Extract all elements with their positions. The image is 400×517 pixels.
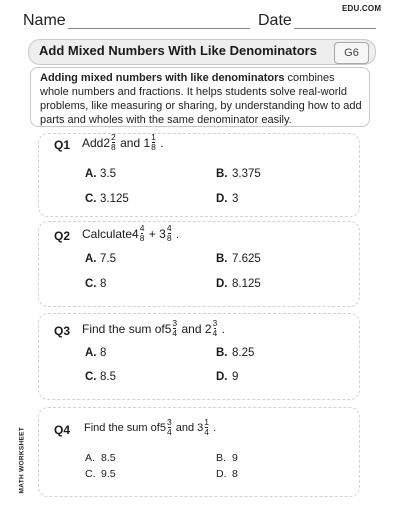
worksheet-title: Add Mixed Numbers With Like Denominators <box>39 43 317 58</box>
option-a-value[interactable]: 3.5 <box>100 168 116 180</box>
option-d-letter[interactable]: D. <box>216 371 228 383</box>
option-d-value[interactable]: 3 <box>232 193 239 205</box>
option-a-value[interactable]: 7.5 <box>100 253 116 265</box>
option-c-value[interactable]: 3.125 <box>100 193 129 205</box>
option-b-value[interactable]: 8.25 <box>232 347 255 359</box>
name-label: Name <box>23 12 66 29</box>
option-a-letter[interactable]: A. <box>85 452 95 464</box>
option-b-value[interactable]: 7.625 <box>232 253 261 265</box>
option-d-letter[interactable]: D. <box>216 468 227 480</box>
option-a-value[interactable]: 8 <box>100 347 107 359</box>
question-text: Find the sum of5 $\frac{3}{4}$ and 2 $\frac{3}{4}$ . <box>82 318 225 338</box>
option-c-value[interactable]: 9.5 <box>101 468 116 480</box>
intro-text <box>40 71 365 127</box>
option-c-value[interactable]: 8.5 <box>100 371 116 383</box>
option-c-letter[interactable]: C. <box>85 371 97 383</box>
option-b-value[interactable]: 3.375 <box>232 168 261 180</box>
date-line[interactable] <box>294 28 376 29</box>
option-b-value[interactable]: 9 <box>232 452 238 464</box>
edu-logo: EDU.COM <box>342 4 382 13</box>
grade-badge: G6 <box>334 42 369 64</box>
intro-bold: Adding mixed numbers with like denominators <box>40 72 285 84</box>
option-c-value[interactable]: 8 <box>100 278 107 290</box>
option-d-letter[interactable]: D. <box>216 278 228 290</box>
option-c-letter[interactable]: C. <box>85 278 97 290</box>
question-text: Add2 $\frac{2}{8}$ and 1 $\frac{1}{8}$ . <box>82 132 164 152</box>
date-label: Date <box>258 12 292 29</box>
question-number: Q2 <box>54 229 71 243</box>
option-a-letter[interactable]: A. <box>85 168 97 180</box>
question-number: Q1 <box>54 138 71 152</box>
option-d-value[interactable]: 9 <box>232 371 239 383</box>
option-b-letter[interactable]: B. <box>216 168 228 180</box>
option-b-letter[interactable]: B. <box>216 452 226 464</box>
intro-rest: combines whole numbers and fractions. It helps students solve real-world problems, like measuring or sharing, by understanding how to add parts and wholes with the same denominator easily. <box>40 72 362 126</box>
option-a-letter[interactable]: A. <box>85 253 97 265</box>
question-text: Find the sum of5 $\frac{3}{4}$ and 3 $\frac{1}{4}$ . <box>84 417 217 437</box>
question-text: Calculate4 $\frac{4}{8}$ + 3 $\frac{4}{8}$ . <box>82 223 180 243</box>
option-a-letter[interactable]: A. <box>85 347 97 359</box>
option-b-letter[interactable]: B. <box>216 253 228 265</box>
option-c-letter[interactable]: C. <box>85 468 96 480</box>
side-label: MATH WORKSHEET <box>18 426 26 494</box>
option-d-value[interactable]: 8 <box>232 468 238 480</box>
question-number: Q4 <box>54 423 71 437</box>
option-d-letter[interactable]: D. <box>216 193 228 205</box>
option-d-value[interactable]: 8.125 <box>232 278 261 290</box>
option-b-letter[interactable]: B. <box>216 347 228 359</box>
option-a-value[interactable]: 8.5 <box>101 452 116 464</box>
option-c-letter[interactable]: C. <box>85 193 97 205</box>
question-number: Q3 <box>54 324 71 338</box>
name-line[interactable] <box>68 28 250 29</box>
